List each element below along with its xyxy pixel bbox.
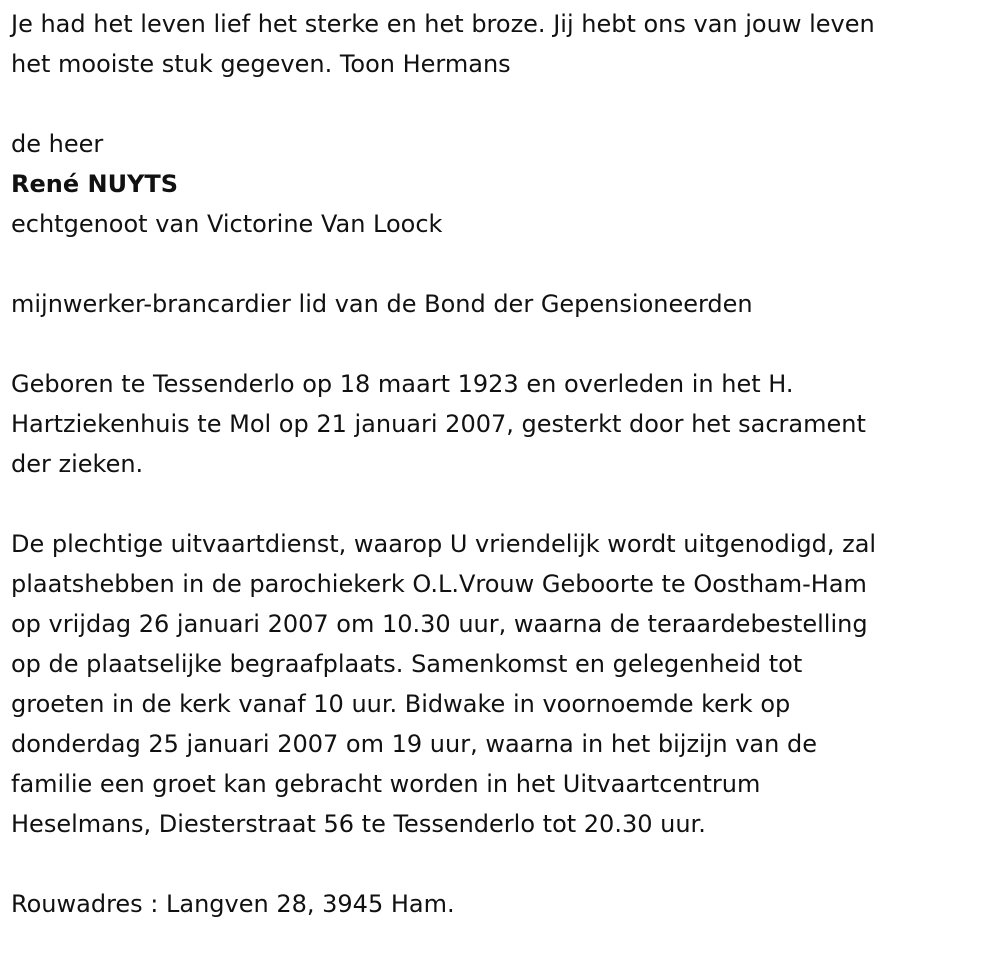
service-line: donderdag 25 januari 2007 om 19 uur, waarna in het bijzijn van de	[11, 730, 817, 758]
occupation-line: mijnwerker-brancardier lid van de Bond der Gepensioneerden	[11, 290, 753, 318]
salutation: de heer	[11, 130, 104, 158]
service-line: De plechtige uitvaartdienst, waarop U vriendelijk wordt uitgenodigd, zal	[11, 530, 877, 558]
obituary-notice	[11, 4, 986, 924]
quote-block	[11, 4, 986, 84]
spouse-line: echtgenoot van Victorine Van Loock	[11, 210, 443, 238]
quote-line: Je had het leven lief het sterke en het broze. Jij hebt ons van jouw leven	[11, 10, 875, 38]
spacer	[11, 324, 986, 364]
service-line: op de plaatselijke begraafplaats. Samenkomst en gelegenheid tot	[11, 650, 803, 678]
service-line: groeten in de kerk vanaf 10 uur. Bidwake in voornoemde kerk op	[11, 690, 791, 718]
service-line: Heselmans, Diesterstraat 56 te Tessenderlo tot 20.30 uur.	[11, 810, 706, 838]
spacer	[11, 484, 986, 524]
service-line: plaatshebben in de parochiekerk O.L.Vrouw Geboorte te Oostham-Ham	[11, 570, 867, 598]
birth-death-line: Geboren te Tessenderlo op 18 maart 1923 en overleden in het H.	[11, 370, 794, 398]
quote-line: het mooiste stuk gegeven. Toon Hermans	[11, 50, 511, 78]
birth-death-line: Hartziekenhuis te Mol op 21 januari 2007, gesterkt door het sacrament	[11, 410, 866, 438]
birth-death-line: der zieken.	[11, 450, 144, 478]
birth-death-block	[11, 364, 986, 484]
spacer	[11, 84, 986, 124]
spacer	[11, 844, 986, 884]
mourning-address: Rouwadres : Langven 28, 3945 Ham.	[11, 890, 455, 918]
spacer	[11, 244, 986, 284]
service-block	[11, 524, 986, 844]
deceased-name: René NUYTS	[11, 170, 179, 198]
service-line: op vrijdag 26 januari 2007 om 10.30 uur, waarna de teraardebestelling	[11, 610, 868, 638]
service-line: familie een groet kan gebracht worden in het Uitvaartcentrum	[11, 770, 761, 798]
